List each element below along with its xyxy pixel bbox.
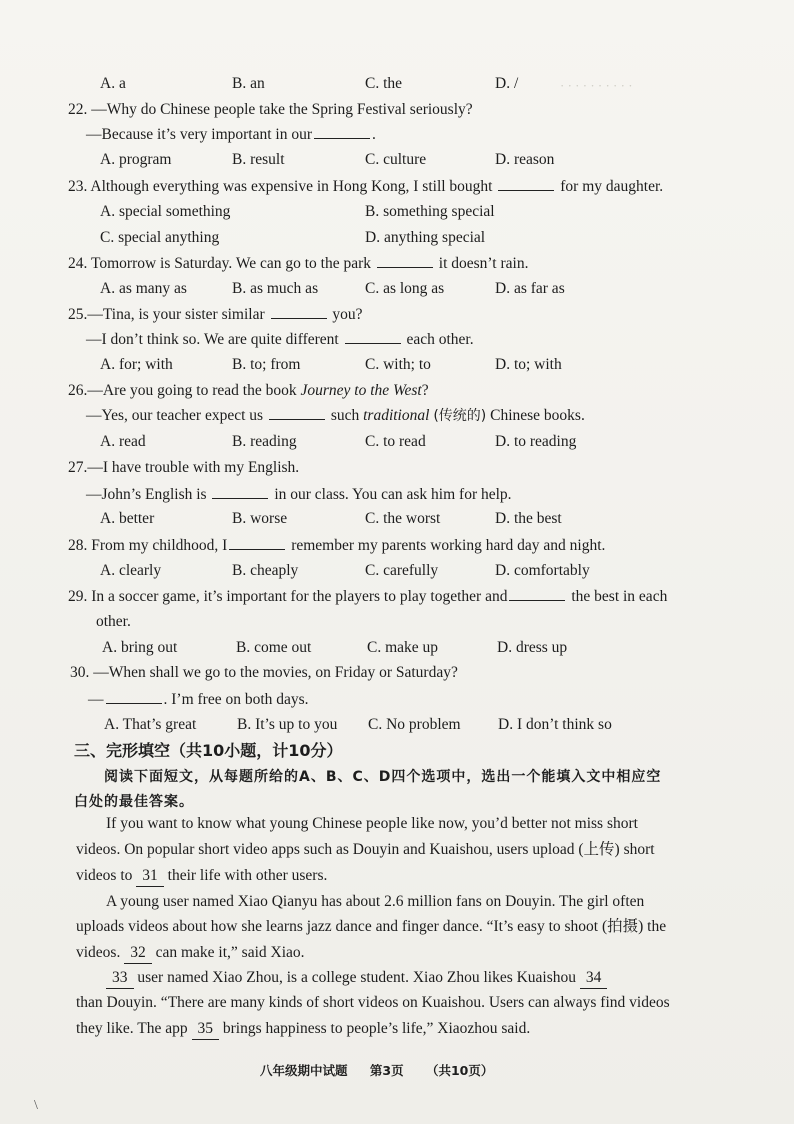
q23-option-a[interactable]: A. special something: [100, 203, 231, 220]
cloze-blank-31[interactable]: 31: [136, 866, 164, 887]
page-footer: [260, 1061, 511, 1079]
q24-option-b[interactable]: B. as much as: [232, 280, 319, 297]
q29-option-d[interactable]: D. dress up: [497, 639, 568, 656]
q30-option-b[interactable]: B. It’s up to you: [237, 716, 338, 733]
q22-option-b[interactable]: B. result: [232, 151, 285, 168]
q23-option-b[interactable]: B. something special: [365, 203, 495, 220]
passage-p2-line3: videos. 32 can make it,” said Xiao.: [76, 943, 716, 964]
q26-option-a[interactable]: A. read: [100, 433, 146, 450]
corner-mark: \: [34, 1098, 38, 1113]
q30-option-a[interactable]: A. That’s great: [104, 716, 197, 733]
q29-question-cont: other.: [96, 613, 131, 630]
cloze-blank-35[interactable]: 35: [192, 1019, 220, 1040]
q24-blank: [377, 253, 433, 268]
q27-question: 27.—I have trouble with my English.: [68, 459, 300, 476]
q28-blank: [229, 535, 285, 550]
q27-option-c[interactable]: C. the worst: [365, 510, 441, 527]
passage-p2-line1: A young user named Xiao Qianyu has about 2.6 million fans on Douyin. The girl often: [106, 893, 645, 910]
q23-question: 23. Although everything was expensive in Hong Kong, I still bought for my daughter.: [68, 178, 664, 195]
q23-option-c[interactable]: C. special anything: [100, 229, 220, 246]
q29-option-a[interactable]: A. bring out: [102, 639, 178, 656]
q21-option-c[interactable]: C. the: [365, 75, 403, 92]
q22-option-d[interactable]: D. reason: [495, 151, 555, 168]
q26-question: 26.—Are you going to read the book Journey to the West?: [68, 382, 429, 399]
q26-option-d[interactable]: D. to reading: [495, 433, 577, 450]
q24-option-c[interactable]: C. as long as: [365, 280, 445, 297]
q28-question: 28. From my childhood, I remember my parents working hard day and night.: [68, 537, 606, 554]
q24-question: 24. Tomorrow is Saturday. We can go to the park it doesn’t rain.: [68, 255, 529, 272]
q26-blank: [269, 405, 325, 420]
q28-option-d[interactable]: D. comfortably: [495, 562, 590, 579]
q27-option-a[interactable]: A. better: [100, 510, 155, 527]
passage-p1-line1: If you want to know what young Chinese people like now, you’d better not miss short: [106, 815, 638, 832]
q30-question: 30. —When shall we go to the movies, on Friday or Saturday?: [70, 664, 458, 681]
q22-blank: [314, 124, 370, 139]
passage-p3-line1: 33 user named Xiao Zhou, is a college student. Xiao Zhou likes Kuaishou 34: [106, 968, 746, 989]
q25-answer: —I don’t think so. We are quite different each other.: [86, 331, 474, 348]
q21-option-a[interactable]: A. a: [100, 75, 126, 92]
q28-option-b[interactable]: B. cheaply: [232, 562, 299, 579]
q25-blank-1: [271, 304, 327, 319]
passage-p2-line2: uploads videos about how she learns jazz dance and finger dance. “It’s easy to shoot (拍摄) the: [76, 918, 667, 935]
q27-option-d[interactable]: D. the best: [495, 510, 562, 527]
q25-blank-2: [345, 329, 401, 344]
passage-p3-line2: than Douyin. “There are many kinds of short videos on Kuaishou. Users can always find videos: [76, 994, 670, 1011]
cloze-blank-33[interactable]: 33: [106, 968, 134, 989]
q26-answer: —Yes, our teacher expect us such traditional (传统的) Chinese books.: [86, 407, 585, 424]
q26-book-title: Journey to the West: [300, 382, 422, 399]
q22-question: 22. —Why do Chinese people take the Spring Festival seriously?: [68, 101, 473, 118]
q29-option-b[interactable]: B. come out: [236, 639, 312, 656]
q30-blank: [106, 689, 162, 704]
q28-option-a[interactable]: A. clearly: [100, 562, 162, 579]
footer-total-pages: （共10页）: [425, 1063, 494, 1078]
q25-option-b[interactable]: B. to; from: [232, 356, 301, 373]
q29-question: 29. In a soccer game, it’s important for the players to play together and the best in each: [68, 588, 668, 605]
q25-option-d[interactable]: D. to; with: [495, 356, 562, 373]
bleed-through-text: · · · · · · · · · ·: [560, 78, 633, 93]
q29-blank: [509, 586, 565, 601]
q22-option-c[interactable]: C. culture: [365, 151, 427, 168]
section-3-title: 三、完形填空（共10小题，计10分）: [74, 741, 343, 760]
passage-p3-line3: they like. The app 35 brings happiness to people’s life,” Xiaozhou said.: [76, 1019, 716, 1040]
q26-option-c[interactable]: C. to read: [365, 433, 426, 450]
q30-option-c[interactable]: C. No problem: [368, 716, 461, 733]
q25-option-a[interactable]: A. for; with: [100, 356, 173, 373]
q27-blank: [212, 484, 268, 499]
q24-option-d[interactable]: D. as far as: [495, 280, 565, 297]
q28-option-c[interactable]: C. carefully: [365, 562, 439, 579]
q22-option-a[interactable]: A. program: [100, 151, 172, 168]
q22-answer: —Because it’s very important in our .: [86, 126, 376, 143]
footer-page-number: 第3页: [369, 1063, 404, 1078]
q25-option-c[interactable]: C. with; to: [365, 356, 431, 373]
q26-option-b[interactable]: B. reading: [232, 433, 297, 450]
section-3-instruction-line2: 白处的最佳答案。: [74, 794, 194, 810]
q21-option-b[interactable]: B. an: [232, 75, 265, 92]
q23-option-d[interactable]: D. anything special: [365, 229, 486, 246]
section-3-instruction-line1: 阅读下面短文，从每题所给的A、B、C、D四个选项中，选出一个能填入文中相应空: [104, 769, 662, 785]
q30-option-d[interactable]: D. I don’t think so: [498, 716, 612, 733]
cloze-blank-32[interactable]: 32: [124, 943, 152, 964]
q29-option-c[interactable]: C. make up: [367, 639, 439, 656]
q27-option-b[interactable]: B. worse: [232, 510, 288, 527]
q30-answer: — . I’m free on both days.: [88, 691, 309, 708]
passage-p1-line2: videos. On popular short video apps such as Douyin and Kuaishou, users upload (上传) short: [76, 841, 655, 858]
cloze-blank-34[interactable]: 34: [580, 968, 608, 989]
q24-option-a[interactable]: A. as many as: [100, 280, 187, 297]
q27-answer: —John’s English is in our class. You can ask him for help.: [86, 486, 512, 503]
q21-option-d[interactable]: D. /: [495, 75, 519, 92]
q25-question: 25.—Tina, is your sister similar you?: [68, 306, 363, 323]
q23-blank: [498, 176, 554, 191]
passage-p1-line3: videos to 31 their life with other users.: [76, 866, 716, 887]
footer-exam-name: 八年级期中试题: [260, 1063, 348, 1078]
